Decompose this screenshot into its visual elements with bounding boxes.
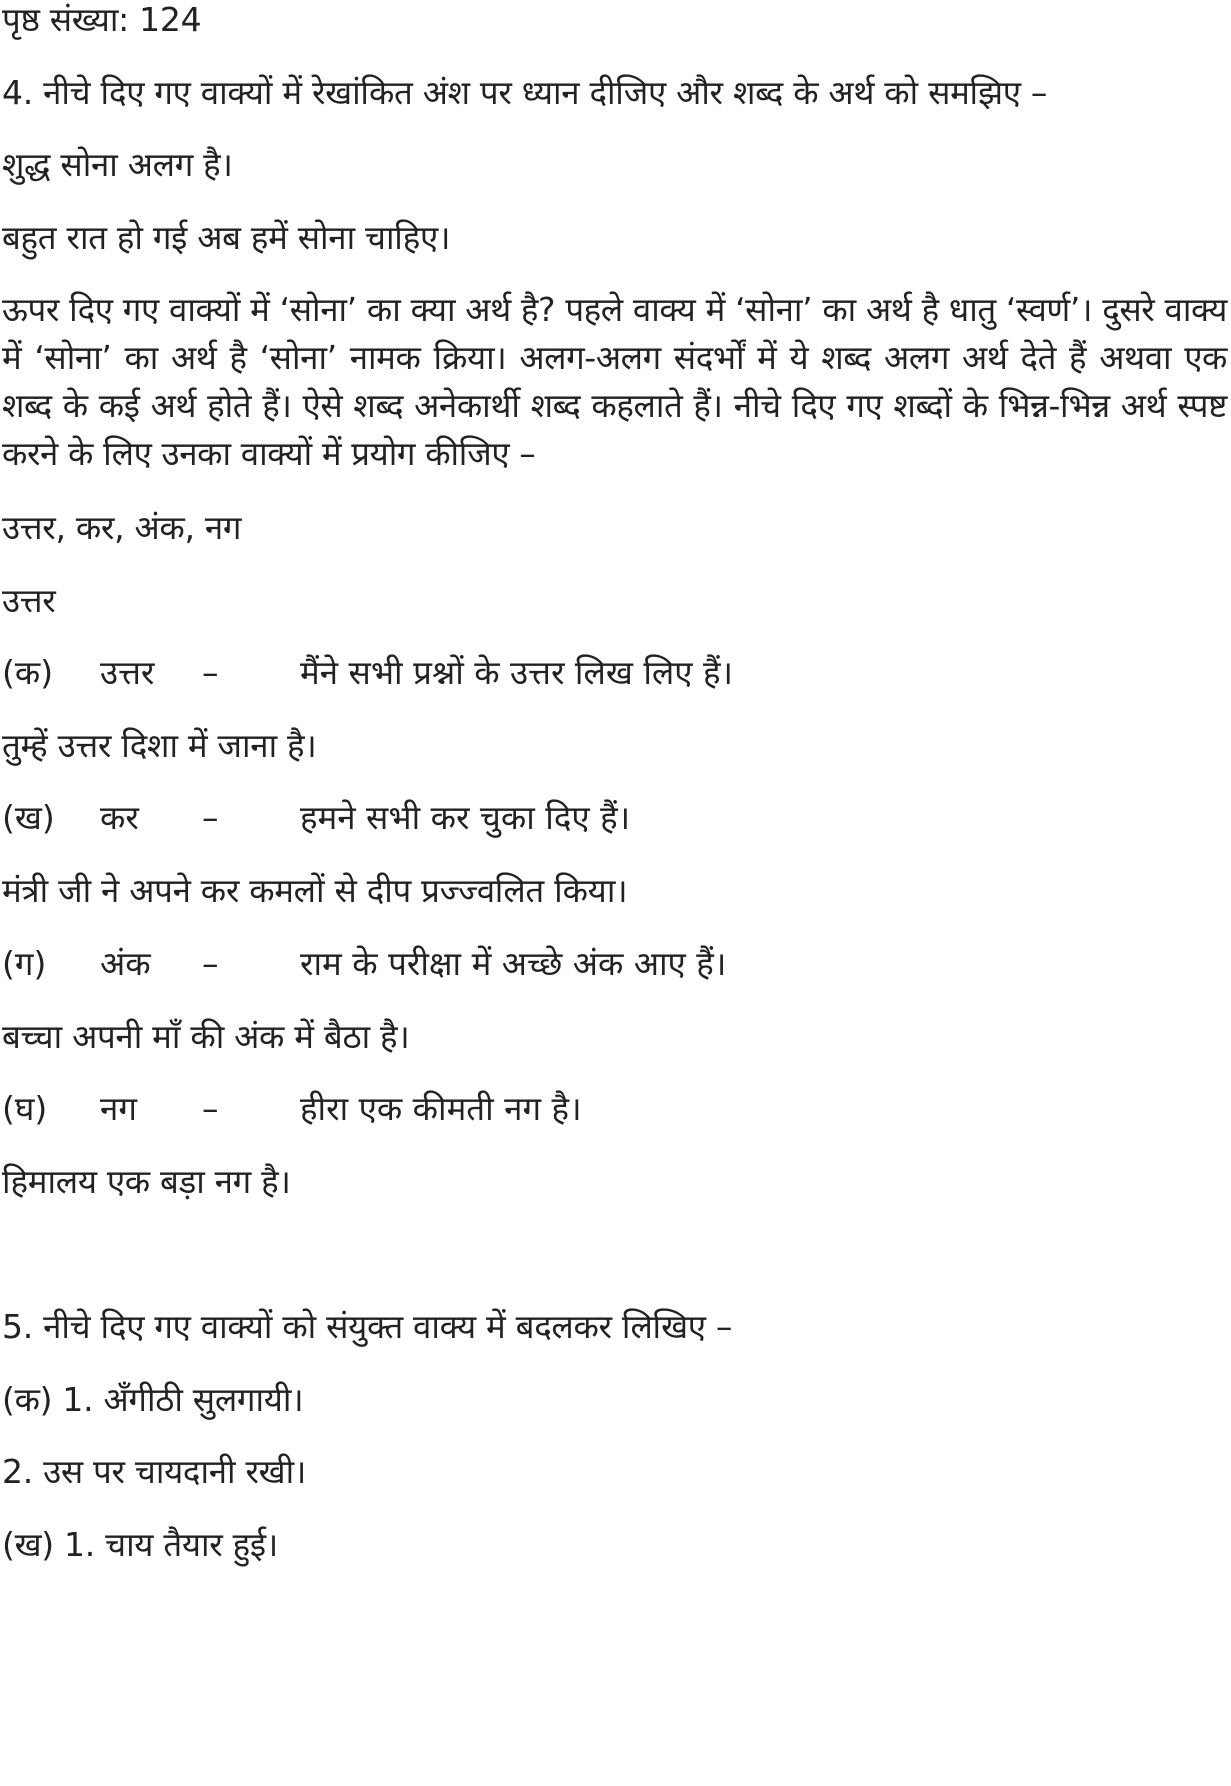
answer-label: (घ) bbox=[2, 1089, 48, 1128]
answer-sentence: मैंने सभी प्रश्नों के उत्तर लिख लिए हैं। bbox=[300, 653, 734, 692]
answer-dash: – bbox=[202, 944, 219, 983]
page-number: पृष्ठ संख्या: 124 bbox=[2, 0, 202, 39]
answer-word: उत्तर bbox=[100, 653, 155, 692]
answer-word: कर bbox=[100, 798, 139, 837]
answer-row-kha bbox=[2, 798, 1002, 838]
answer-sentence: हीरा एक कीमती नग है। bbox=[300, 1089, 582, 1128]
answer-sentence-2: हिमालय एक बड़ा नग है। bbox=[2, 1162, 291, 1201]
answer-heading: उत्तर bbox=[2, 581, 56, 620]
example-sentence-1: शुद्ध सोना अलग है। bbox=[2, 145, 233, 184]
answer-dash: – bbox=[202, 1089, 219, 1128]
question-4-text: 4. नीचे दिए गए वाक्यों में रेखांकित अंश पर ध्यान दीजिए और शब्द के अर्थ को समझिए – bbox=[2, 73, 1048, 112]
answer-sentence-2: मंत्री जी ने अपने कर कमलों से दीप प्रज्ज्वलित किया। bbox=[2, 871, 628, 910]
answer-label: (ग) bbox=[2, 944, 47, 983]
answer-label: (ख) bbox=[2, 798, 55, 837]
explanation-paragraph: ऊपर दिए गए वाक्यों में ‘सोना’ का क्या अर्थ है? पहले वाक्य में ‘सोना’ का अर्थ है धातु ‘स्वर्ण’। दुसरे वाक्य में ‘सोना’ का अर्थ है ‘सोना’ नामक क्रिया। अलग-अलग संदर्भों में ये शब्द अलग अर्थ देते हैं अथवा एक शब्द के कई अर्थ होते हैं। ऐसे शब्द अनेकार्थी शब्द कहलाते हैं। नीचे दिए गए शब्दों के भिन्न-भिन्न अर्थ स्पष्ट करने के लिए उनका वाक्यों में प्रयोग कीजिए – bbox=[2, 290, 1227, 473]
question-5-text: 5. नीचे दिए गए वाक्यों को संयुक्त वाक्य में बदलकर लिखिए – bbox=[2, 1307, 733, 1346]
q5-item: (क) 1. अँगीठी सुलगायी। bbox=[2, 1380, 304, 1419]
example-sentence-2: बहुत रात हो गई अब हमें सोना चाहिए। bbox=[2, 218, 451, 257]
answer-sentence: राम के परीक्षा में अच्छे अंक आए हैं। bbox=[300, 944, 727, 983]
answer-word: अंक bbox=[100, 944, 151, 983]
answer-dash: – bbox=[202, 653, 219, 692]
answer-word: नग bbox=[100, 1089, 137, 1128]
q5-item: 2. उस पर चायदानी रखी। bbox=[2, 1452, 307, 1491]
answer-label: (क) bbox=[2, 653, 54, 692]
answer-sentence-2: बच्चा अपनी माँ की अंक में बैठा है। bbox=[2, 1017, 410, 1056]
q5-item: (ख) 1. चाय तैयार हुई। bbox=[2, 1525, 278, 1564]
answer-sentence: हमने सभी कर चुका दिए हैं। bbox=[300, 798, 631, 837]
answer-sentence-2: तुम्हें उत्तर दिशा में जाना है। bbox=[2, 726, 317, 765]
answer-row-ga bbox=[2, 944, 1002, 984]
answer-row-ka bbox=[2, 653, 1002, 693]
word-list: उत्तर, कर, अंक, नग bbox=[2, 508, 242, 547]
answer-dash: – bbox=[202, 798, 219, 837]
answer-row-gha bbox=[2, 1089, 1002, 1129]
